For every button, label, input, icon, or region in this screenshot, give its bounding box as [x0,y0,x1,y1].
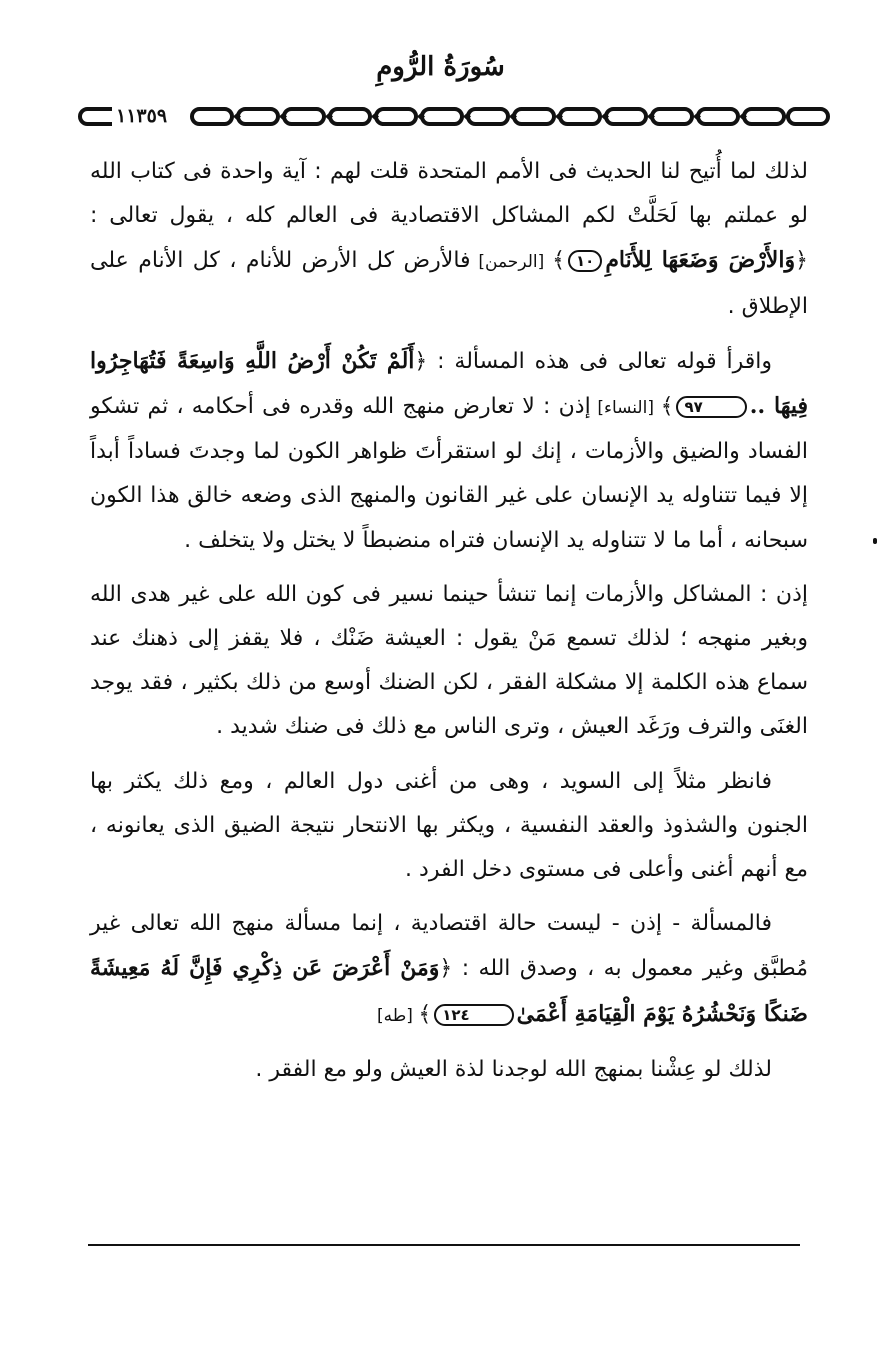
ayah-number-badge: ١٢٤ [434,1004,513,1026]
quran-verse: وَمَنْ أَعْرَضَ عَن ذِكْرِي فَإِنَّ لَهُ مَعِيشَةً ضَنكًا وَنَحْشُرُهُ يَوْمَ الْقِيَامَةِ أَعْمَىٰ [90,955,808,1027]
ornate-bracket: ﴾ [418,1001,432,1027]
ayah-number-badge: ٩٧ [676,396,746,418]
paragraph-text: فالأرض كل الأرض للأنام ، كل الأنام على الإطلاق . [90,248,808,319]
article-body [90,150,808,1102]
surah-title: سُورَةُ الرُّومِ [376,52,505,82]
surah-reference: [طه] [376,1005,419,1026]
page-number: ١١٣٥٩ [112,104,171,128]
paragraph-text: فانظر مثلاً إلى السويد ، وهى من أغنى دول العالم ، ومع ذلك يكثر بها الجنون والشذوذ والعقد النفسية ، ويكثر بها الانتحار نتيجة الضيق الذى يعانونه ، مع أنهم أغنى وأعلى فى مستوى دخل الفرد . [90,768,808,883]
paragraph [90,1048,808,1092]
ornate-bracket: ﴾ [552,248,565,274]
paragraph [90,902,808,1038]
paragraph-text: واقرأ قوله تعالى فى هذه المسألة : [427,348,772,374]
paragraph [90,760,808,893]
ornate-bracket: ﴿ [439,956,453,982]
paragraph [90,150,808,329]
paragraph-text: لذلك لو عِشْنا بمنهج الله لوجدنا لذة العيش ولو مع الفقر . [255,1056,772,1082]
paragraph [90,573,808,750]
paragraph-text: إذن : المشاكل والأزمات إنما تنشأ حينما نسير فى كون الله على غير هدى الله وبغير منهجه ؛ لذلك تسمع مَنْ يقول : العيشة ضَنْك ، فلا يقفز إلى ذهنك عند سماع هذه الكلمة إلا مشكلة الفقر ، لكن الضنك أوسع من ذلك بكثير ، فقد يوجد الغنَى والترف ورَغَد العيش ، وترى الناس مع ذلك فى ضنك شديد . [90,581,808,740]
surah-reference: [النساء] [590,398,661,419]
decorative-chain-border [76,100,832,134]
paragraph-text: فالمسألة - إذن - ليست حالة اقتصادية ، إنما مسألة منهج الله تعالى غير مُطبَّق وغير معمول به ، وصدق الله : [90,911,808,982]
quran-verse: وَالأَرْضَ وَضَعَهَا لِلأَنَامِ [605,247,796,274]
surah-reference: [الرحمن] [470,252,553,273]
quran-verse: أَلَمْ تَكُنْ أَرْضُ اللَّهِ وَاسِعَةً فَتُهَاجِرُوا فِيهَا .. [90,347,808,420]
ornate-bracket: ﴿ [795,248,808,274]
ornate-bracket: ﴿ [414,348,428,374]
paragraph-text: إذن : لا تعارض منهج الله وقدره فى أحكامه ، ثم تشكو الفساد والضيق والأزمات ، إنك لو استقرأتَ ظواهر الكون لما وجدتَ فساداً أبداً إلا فيما تتناوله يد الإنسان على غير القانون والمنهج الذى وضعه خالق هذا الكون سبحانه ، أما ما لا تتناوله يد الإنسان فتراه منضبطاً لا يختل ولا يتخلف . [90,394,808,553]
footer-rule [88,1244,800,1246]
margin-mark [873,538,877,544]
paragraph [90,339,808,563]
paragraph-text: لذلك لما أُتيح لنا الحديث فى الأمم المتحدة قلت لهم : آية واحدة فى كتاب الله لو عملتم بها لَحَلَّتْ لكم المشاكل الاقتصادية فى العالم كله ، يقول تعالى : [90,159,808,229]
ayah-number-badge: ١٠ [568,250,602,272]
ornate-bracket: ﴾ [660,394,674,420]
